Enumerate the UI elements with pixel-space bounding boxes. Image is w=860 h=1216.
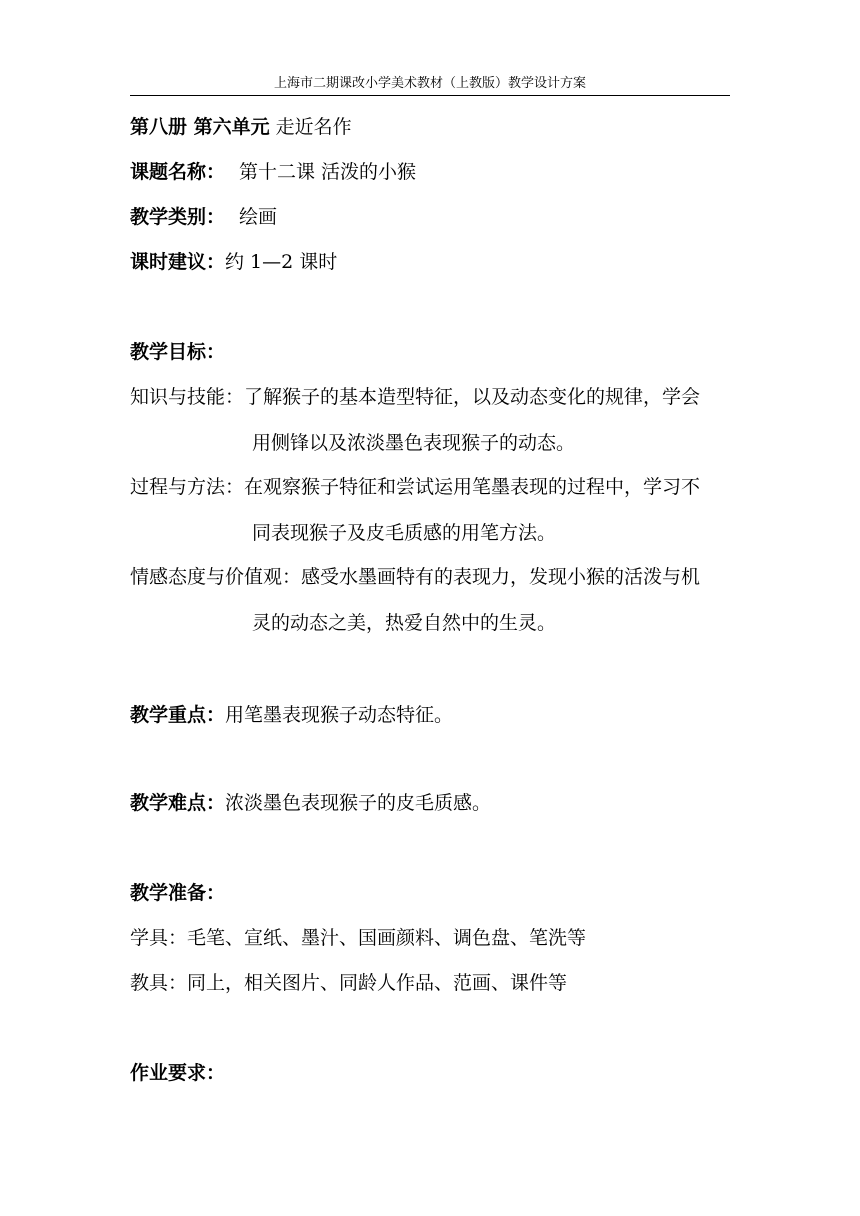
preparation-student: 学具：毛笔、宣纸、墨汁、国画颜料、调色盘、笔洗等 bbox=[130, 927, 587, 949]
objective-text: 在观察猴子特征和尝试运用笔墨表现的过程中，学习不 bbox=[244, 476, 701, 498]
preparation-teacher: 教具：同上，相关图片、同龄人作品、范画、课件等 bbox=[130, 972, 568, 994]
homework-heading: 作业要求： bbox=[130, 1062, 226, 1084]
unit-line bbox=[130, 114, 352, 140]
page-header: 上海市二期课改小学美术教材（上教版）教学设计方案 bbox=[273, 76, 586, 91]
lesson-label: 课题名称： bbox=[130, 161, 226, 183]
preparation-heading: 教学准备： bbox=[130, 882, 226, 904]
objective-label: 情感态度与价值观： bbox=[130, 566, 302, 588]
category-line bbox=[130, 204, 277, 230]
lesson-line bbox=[130, 159, 416, 185]
unit-label: 第八册 第六单元 bbox=[130, 116, 270, 138]
header-divider bbox=[130, 95, 730, 96]
objectives-heading: 教学目标： bbox=[130, 341, 226, 363]
objective-process bbox=[130, 474, 730, 544]
objective-text-continued: 用侧锋以及浓淡墨色表现猴子的动态。 bbox=[252, 432, 576, 454]
difficulty-value: 浓淡墨色表现猴子的皮毛质感。 bbox=[225, 792, 492, 814]
hours-value: 约 1—2 课时 bbox=[225, 251, 338, 273]
objective-label: 过程与方法： bbox=[130, 476, 245, 498]
difficulty-line bbox=[130, 790, 491, 816]
difficulty-label: 教学难点： bbox=[130, 792, 226, 814]
hours-label: 课时建议： bbox=[130, 251, 226, 273]
objective-text-continued: 灵的动态之美，热爱自然中的生灵。 bbox=[252, 612, 557, 634]
keypoint-label: 教学重点： bbox=[130, 704, 226, 726]
unit-value: 走近名作 bbox=[275, 116, 352, 138]
lesson-value: 第十二课 活泼的小猴 bbox=[239, 161, 417, 183]
objective-text: 了解猴子的基本造型特征，以及动态变化的规律，学会 bbox=[244, 386, 701, 408]
keypoint-value: 用笔墨表现猴子动态特征。 bbox=[225, 704, 454, 726]
objective-attitude bbox=[130, 564, 730, 634]
objective-knowledge bbox=[130, 384, 730, 454]
objective-text-continued: 同表现猴子及皮毛质感的用笔方法。 bbox=[252, 522, 557, 544]
hours-line bbox=[130, 249, 337, 275]
category-value: 绘画 bbox=[239, 206, 278, 228]
keypoint-line bbox=[130, 702, 453, 728]
objective-label: 知识与技能： bbox=[130, 386, 245, 408]
objective-text: 感受水墨画特有的表现力，发现小猴的活泼与机 bbox=[301, 566, 701, 588]
category-label: 教学类别： bbox=[130, 206, 226, 228]
